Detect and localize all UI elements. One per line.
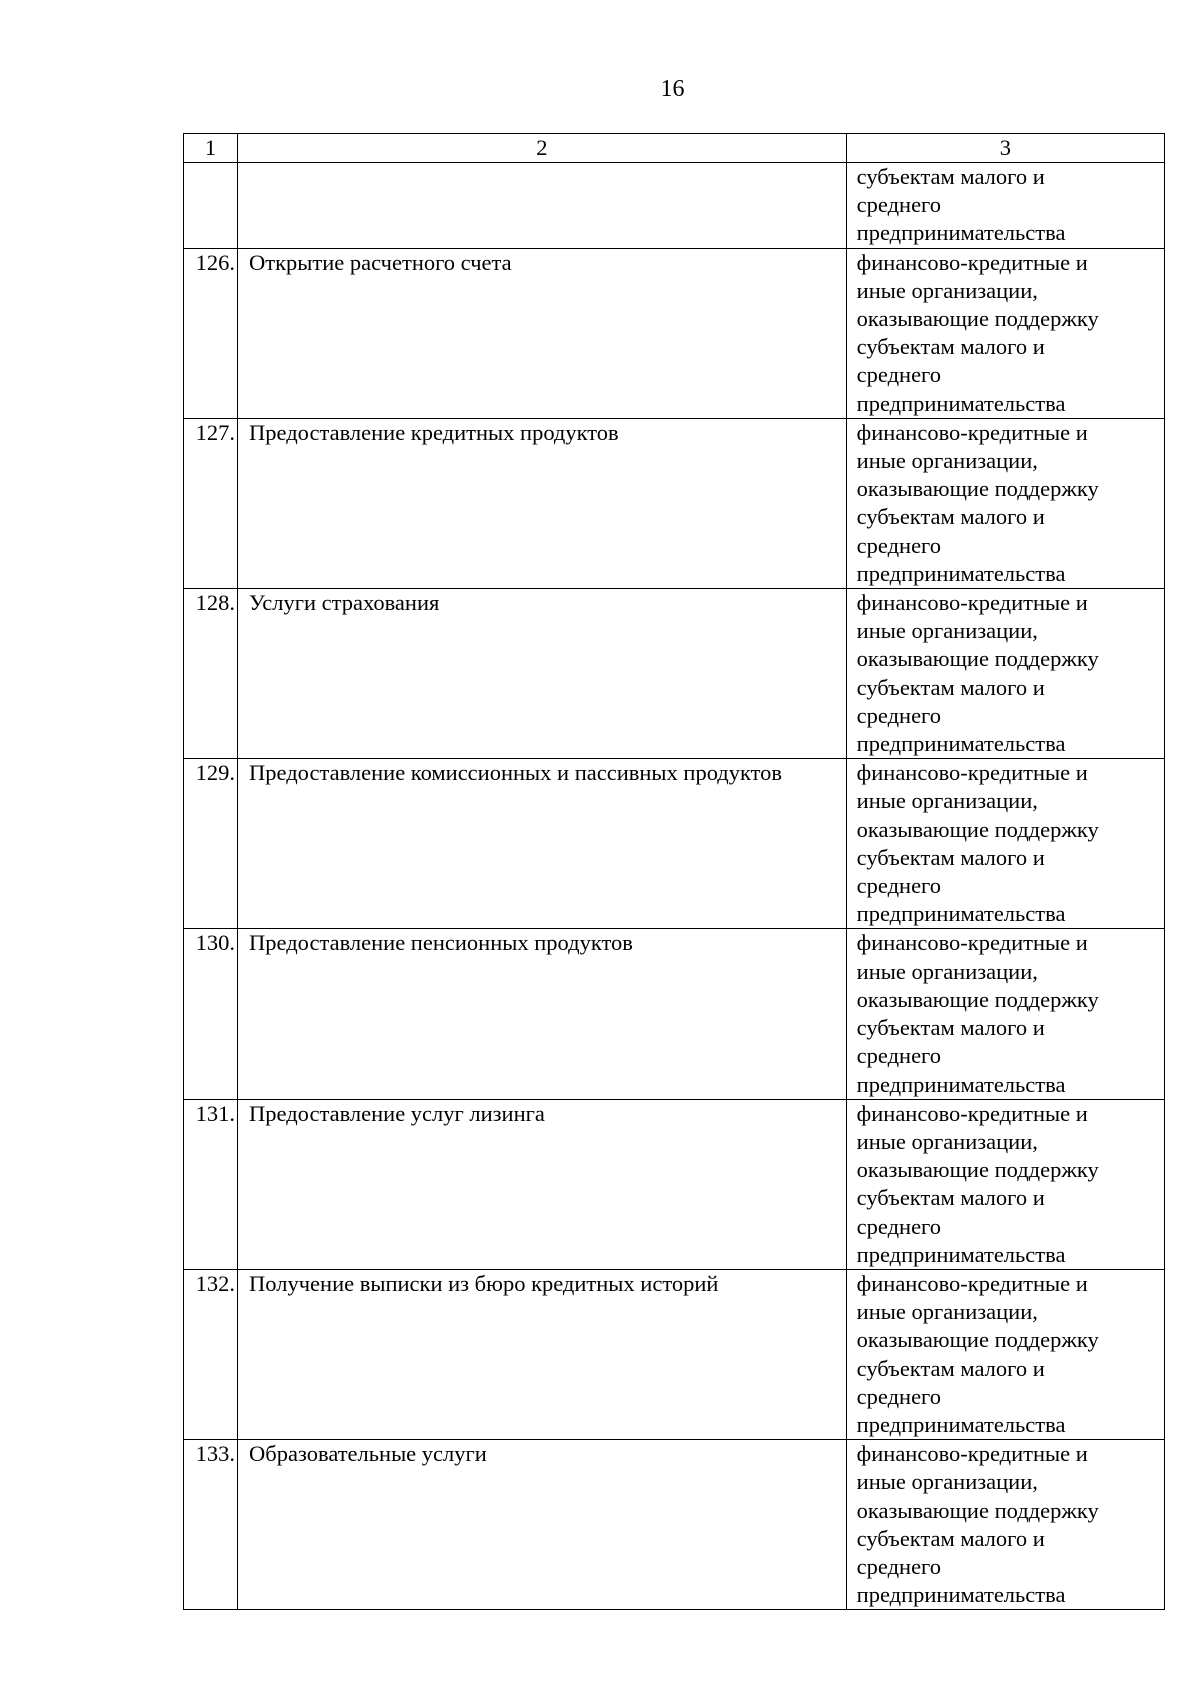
executor-line: среднего — [856, 1043, 941, 1069]
row-number: 133. — [184, 1440, 238, 1610]
executor-cell — [846, 929, 1164, 1099]
services-table — [183, 133, 1165, 1610]
service-name: Предоставление услуг лизинга — [238, 1099, 847, 1269]
executor-line: финансово-кредитные и — [856, 590, 1088, 616]
executor-cell — [846, 163, 1164, 249]
executor-line: финансово-кредитные и — [856, 760, 1088, 786]
executor-line: среднего — [856, 1213, 941, 1239]
row-number: 128. — [184, 589, 238, 759]
executor-line: иные организации, — [856, 958, 1038, 984]
executor-line: субъектам малого и — [856, 1355, 1045, 1381]
executor-line: оказывающие поддержку — [856, 646, 1099, 672]
executor-line: предпринимательства — [856, 560, 1066, 586]
service-name: Образовательные услуги — [238, 1440, 847, 1610]
executor-line: иные организации, — [856, 788, 1038, 814]
table-row — [184, 759, 1165, 929]
row-number: 130. — [184, 929, 238, 1099]
service-name: Предоставление кредитных продуктов — [238, 418, 847, 588]
executor-line: среднего — [856, 873, 941, 899]
table-body — [184, 163, 1165, 1610]
executor-line: финансово-кредитные и — [856, 419, 1088, 445]
executor-line: среднего — [856, 532, 941, 558]
column-header-service: 2 — [238, 134, 847, 163]
executor-line: финансово-кредитные и — [856, 1100, 1088, 1126]
table-row — [184, 1269, 1165, 1439]
executor-cell — [846, 1099, 1164, 1269]
row-number: 126. — [184, 248, 238, 418]
executor-line: среднего — [856, 1383, 941, 1409]
table-row — [184, 418, 1165, 588]
service-name — [238, 163, 847, 249]
column-header-executor: 3 — [846, 134, 1164, 163]
executor-line: среднего — [856, 1553, 941, 1579]
executor-line: иные организации, — [856, 1299, 1038, 1325]
executor-line: финансово-кредитные и — [856, 1270, 1088, 1296]
row-number: 127. — [184, 418, 238, 588]
executor-line: предпринимательства — [856, 901, 1066, 927]
table-header-row — [184, 134, 1165, 163]
page-number: 16 — [660, 76, 685, 102]
table-row — [184, 1099, 1165, 1269]
executor-line: субъектам малого и — [856, 334, 1045, 360]
column-header-number: 1 — [184, 134, 238, 163]
row-number: 129. — [184, 759, 238, 929]
executor-cell — [846, 759, 1164, 929]
executor-cell — [846, 1269, 1164, 1439]
executor-cell — [846, 589, 1164, 759]
executor-line: предпринимательства — [856, 731, 1066, 757]
executor-line: среднего — [856, 192, 941, 218]
executor-line: предпринимательства — [856, 390, 1066, 416]
row-number: 131. — [184, 1099, 238, 1269]
service-name: Предоставление пенсионных продуктов — [238, 929, 847, 1099]
executor-cell — [846, 418, 1164, 588]
executor-line: финансово-кредитные и — [856, 249, 1088, 275]
executor-line: субъектам малого и — [856, 674, 1045, 700]
executor-line: субъектам малого и — [856, 504, 1045, 530]
executor-line: финансово-кредитные и — [856, 930, 1088, 956]
executor-line: оказывающие поддержку — [856, 306, 1099, 332]
executor-line: оказывающие поддержку — [856, 1157, 1099, 1183]
executor-line: оказывающие поддержку — [856, 1327, 1099, 1353]
executor-line: предпринимательства — [856, 220, 1066, 246]
table-row — [184, 248, 1165, 418]
executor-line: субъектам малого и — [856, 1185, 1045, 1211]
service-name: Услуги страхования — [238, 589, 847, 759]
executor-line: предпринимательства — [856, 1241, 1066, 1267]
executor-line: субъектам малого и — [856, 164, 1045, 189]
executor-line: субъектам малого и — [856, 1015, 1045, 1041]
table-row — [184, 929, 1165, 1099]
executor-line: оказывающие поддержку — [856, 816, 1099, 842]
executor-line: субъектам малого и — [856, 844, 1045, 870]
executor-line: оказывающие поддержку — [856, 986, 1099, 1012]
executor-cell — [846, 248, 1164, 418]
service-name: Предоставление комиссионных и пассивных продуктов — [238, 759, 847, 929]
service-name: Получение выписки из бюро кредитных историй — [238, 1269, 847, 1439]
executor-line: субъектам малого и — [856, 1525, 1045, 1551]
executor-line: оказывающие поддержку — [856, 476, 1099, 502]
executor-line: оказывающие поддержку — [856, 1497, 1099, 1523]
executor-line: иные организации, — [856, 618, 1038, 644]
executor-line: предпринимательства — [856, 1071, 1066, 1097]
table-row-continuation — [184, 163, 1165, 249]
executor-line: предпринимательства — [856, 1411, 1066, 1437]
row-number — [184, 163, 238, 249]
executor-line: иные организации, — [856, 448, 1038, 474]
executor-line: иные организации, — [856, 1469, 1038, 1495]
executor-line: предпринимательства — [856, 1582, 1066, 1608]
executor-line: среднего — [856, 702, 941, 728]
table-row — [184, 589, 1165, 759]
executor-line: среднего — [856, 362, 941, 388]
service-name: Открытие расчетного счета — [238, 248, 847, 418]
table-row — [184, 1440, 1165, 1610]
row-number: 132. — [184, 1269, 238, 1439]
executor-line: финансово-кредитные и — [856, 1441, 1088, 1467]
executor-line: иные организации, — [856, 277, 1038, 303]
executor-line: иные организации, — [856, 1128, 1038, 1154]
executor-cell — [846, 1440, 1164, 1610]
